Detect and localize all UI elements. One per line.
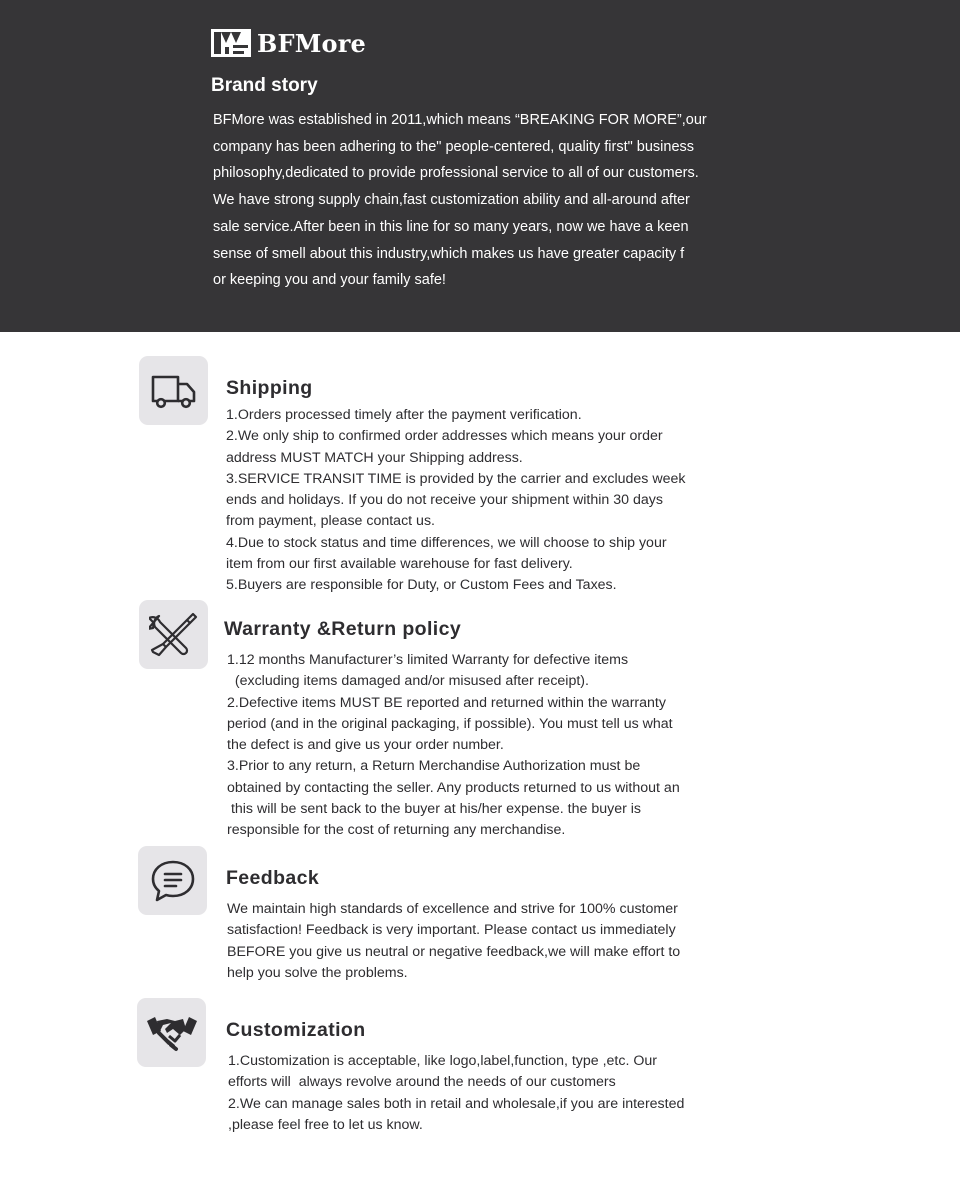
brand-header	[0, 0, 960, 332]
feedback-line: BEFORE you give us neutral or negative feedback,we will make effort to	[227, 943, 681, 960]
brand-story-line: BFMore was established in 2011,which means “BREAKING FOR MORE”,our	[213, 112, 707, 128]
shipping-icon-tile	[139, 356, 208, 425]
truck-icon	[150, 371, 198, 411]
bfmore-logo-icon	[211, 29, 251, 57]
warranty-line: 1.12 months Manufacturer’s limited Warranty for defective items	[227, 652, 629, 668]
warranty-line: (excluding items damaged and/or misused after receipt).	[227, 673, 589, 690]
feedback-icon-tile	[138, 846, 207, 915]
feedback-line: satisfaction! Feedback is very important. Please contact us immediately	[227, 922, 676, 939]
shipping-line: 1.Orders processed timely after the payment verification.	[226, 407, 582, 423]
shipping-line: 4.Due to stock status and time differences, we will choose to ship your	[226, 534, 667, 551]
feedback-title: Feedback	[226, 867, 320, 889]
logo-text: BFMore	[257, 28, 367, 58]
chat-icon	[150, 859, 196, 903]
warranty-line: this will be sent back to the buyer at his/her expense. the buyer is	[227, 801, 642, 818]
brand-story-title: Brand story	[211, 75, 318, 96]
shipping-line: ends and holidays. If you do not receive your shipment within 30 days	[226, 492, 663, 509]
shipping-line: item from our first available warehouse for fast delivery.	[226, 556, 573, 573]
shipping-title: Shipping	[226, 377, 313, 399]
feedback-line: help you solve the problems.	[227, 964, 408, 981]
customization-icon-tile	[137, 998, 206, 1067]
warranty-title: Warranty &Return policy	[224, 618, 462, 640]
brand-story-line: sense of smell about this industry,which makes us have greater capacity f	[213, 245, 685, 262]
customization-text	[228, 1051, 788, 1136]
customization-line: 1.Customization is acceptable, like logo,label,function, type ,etc. Our	[228, 1053, 658, 1069]
shipping-line: from payment, please contact us.	[226, 513, 435, 530]
feedback-text	[227, 899, 787, 984]
warranty-text	[227, 650, 787, 842]
customization-line: 2.We can manage sales both in retail and wholesale,if you are interested	[228, 1095, 685, 1112]
warranty-icon-tile	[139, 600, 208, 669]
customization-title: Customization	[226, 1019, 366, 1041]
brand-story-line: philosophy,dedicated to provide professional service to all of our customers.	[213, 165, 699, 182]
warranty-line: obtained by contacting the seller. Any products returned to us without an	[227, 779, 680, 796]
warranty-line: period (and in the original packaging, if possible). You must tell us what	[227, 715, 673, 732]
customization-line: efforts will always revolve around the needs of our customers	[228, 1074, 616, 1091]
brand-story-line: company has been adhering to the" people-centered, quality first" business	[213, 138, 695, 155]
shipping-line: 2.We only ship to confirmed order addresses which means your order	[226, 428, 663, 445]
warranty-line: responsible for the cost of returning any merchandise.	[227, 822, 566, 839]
shipping-line: 3.SERVICE TRANSIT TIME is provided by the carrier and excludes week	[226, 470, 686, 487]
brand-story-line: We have strong supply chain,fast customization ability and all-around after	[213, 192, 690, 209]
shipping-text	[226, 405, 786, 597]
feedback-line: We maintain high standards of excellence and strive for 100% customer	[227, 901, 678, 917]
warranty-line: 2.Defective items MUST BE reported and returned within the warranty	[227, 694, 666, 711]
brand-story-line: sale service.After been in this line for so many years, now we have a keen	[213, 218, 689, 235]
brand-story-text	[213, 107, 783, 294]
warranty-line: 3.Prior to any return, a Return Merchandise Authorization must be	[227, 758, 641, 775]
handshake-icon	[145, 1011, 199, 1055]
brand-story-line: or keeping you and your family safe!	[213, 272, 446, 289]
shipping-line: address MUST MATCH your Shipping address.	[226, 449, 523, 466]
customization-line: ,please feel free to let us know.	[228, 1116, 423, 1133]
warranty-line: the defect is and give us your order number.	[227, 737, 504, 754]
brand-logo	[211, 28, 366, 58]
tools-icon	[149, 610, 199, 660]
shipping-line: 5.Buyers are responsible for Duty, or Custom Fees and Taxes.	[226, 577, 617, 594]
